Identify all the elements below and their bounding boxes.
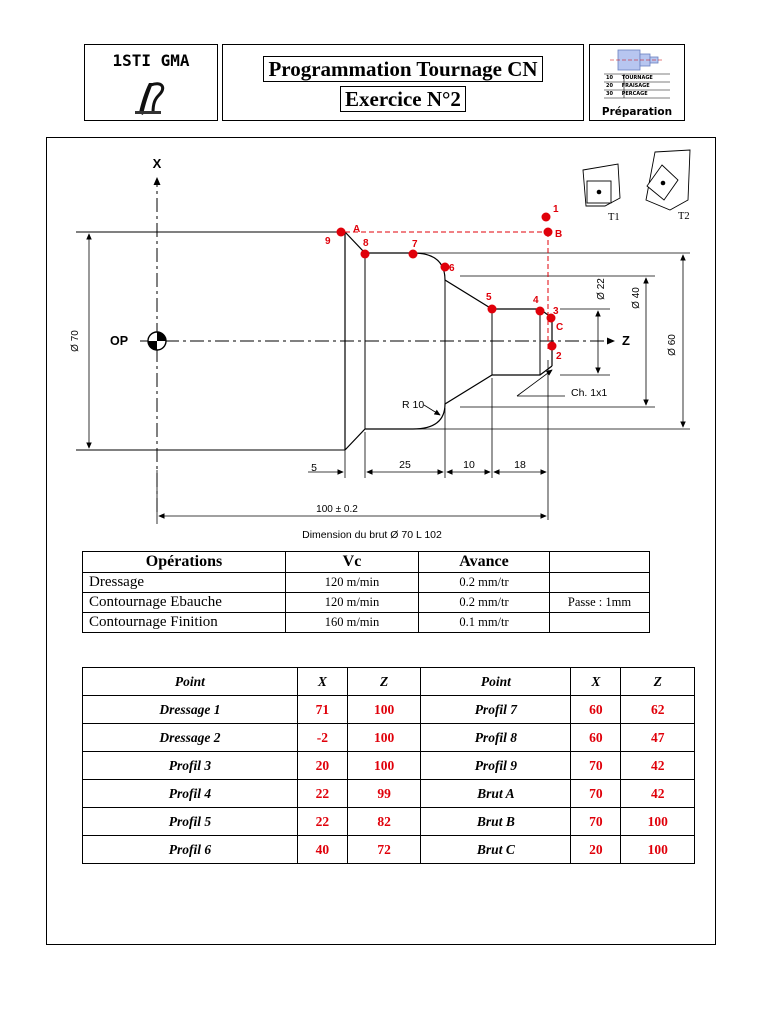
points-row: Profil 3 20 100 Profil 9 70 42 [83, 752, 695, 780]
col-passe [550, 552, 650, 573]
points-header-row: Point X Z Point X Z [83, 668, 695, 696]
dim-60-label: Ø 60 [667, 334, 678, 356]
thumb-row-2: 20 FRAISAGE [606, 83, 650, 89]
point-label-3: 3 [553, 306, 559, 317]
dim-25-label: 25 [399, 459, 411, 471]
dim-100-label: 100 ± 0.2 [316, 504, 358, 515]
points-row: Profil 4 22 99 Brut A 70 42 [83, 780, 695, 808]
point-label-7: 7 [412, 239, 418, 250]
col-operations: Opérations [83, 552, 286, 573]
class-label: 1STI GMA [112, 51, 190, 70]
points-table [82, 667, 695, 864]
point-label-1: 1 [553, 204, 559, 215]
tool-t2-label: T2 [678, 211, 690, 222]
thumb-row-3: 30 PERCAGE [606, 91, 648, 97]
operation-row: Contournage Ebauche 120 m/min 0.2 mm/tr Passe : 1mm [83, 593, 650, 613]
dim-22-label: Ø 22 [596, 278, 607, 300]
dim-10-label: 10 [463, 459, 475, 471]
origin-symbol [148, 332, 166, 350]
thumb-row-1: 10 TOURNAGE [606, 75, 653, 81]
point-label-C: C [556, 322, 564, 333]
operations-header-row [83, 552, 650, 573]
operation-row: Dressage 120 m/min 0.2 mm/tr [83, 573, 650, 593]
tool-t1-icon [583, 164, 620, 206]
points-row: Profil 5 22 82 Brut B 70 100 [83, 808, 695, 836]
tool-t2-icon [646, 150, 690, 210]
origin-label: OP [110, 334, 129, 348]
operation-row: Contournage Finition 160 m/min 0.1 mm/tr [83, 613, 650, 633]
points-row: Dressage 1 71 100 Profil 7 60 62 [83, 696, 695, 724]
page-title: Programmation Tournage CN [263, 56, 542, 82]
stock-dimension-label: Dimension du brut Ø 70 L 102 [302, 529, 442, 541]
points-row: Profil 6 40 72 Brut C 20 100 [83, 836, 695, 864]
point-label-2: 2 [556, 351, 562, 362]
dim-5-label: 5 [311, 462, 317, 474]
dim-70-label: Ø 70 [70, 330, 81, 352]
z-axis-label: Z [622, 333, 630, 348]
col-vc: Vc [286, 552, 419, 573]
passe-cell: Passe : 1mm [550, 593, 650, 613]
point-label-4: 4 [533, 295, 539, 306]
point-label-6: 6 [449, 263, 455, 274]
dim-18-label: 18 [514, 459, 526, 471]
point-label-5: 5 [486, 292, 492, 303]
preparation-label: Préparation [601, 106, 673, 118]
chamfer-label: Ch. 1x1 [571, 387, 608, 399]
point-label-B: B [555, 229, 563, 240]
tool-t1-label: T1 [608, 212, 620, 223]
points-row: Dressage 2 -2 100 Profil 8 60 47 [83, 724, 695, 752]
radius-label: R 10 [402, 399, 425, 411]
operations-table [82, 551, 650, 633]
point-label-8: 8 [363, 238, 369, 249]
point-label-A: A [353, 224, 361, 235]
x-axis-label: X [152, 156, 162, 171]
point-label-9: 9 [325, 236, 331, 247]
page-subtitle: Exercice N°2 [340, 86, 466, 112]
col-avance: Avance [419, 552, 550, 573]
dim-40-label: Ø 40 [631, 287, 642, 309]
